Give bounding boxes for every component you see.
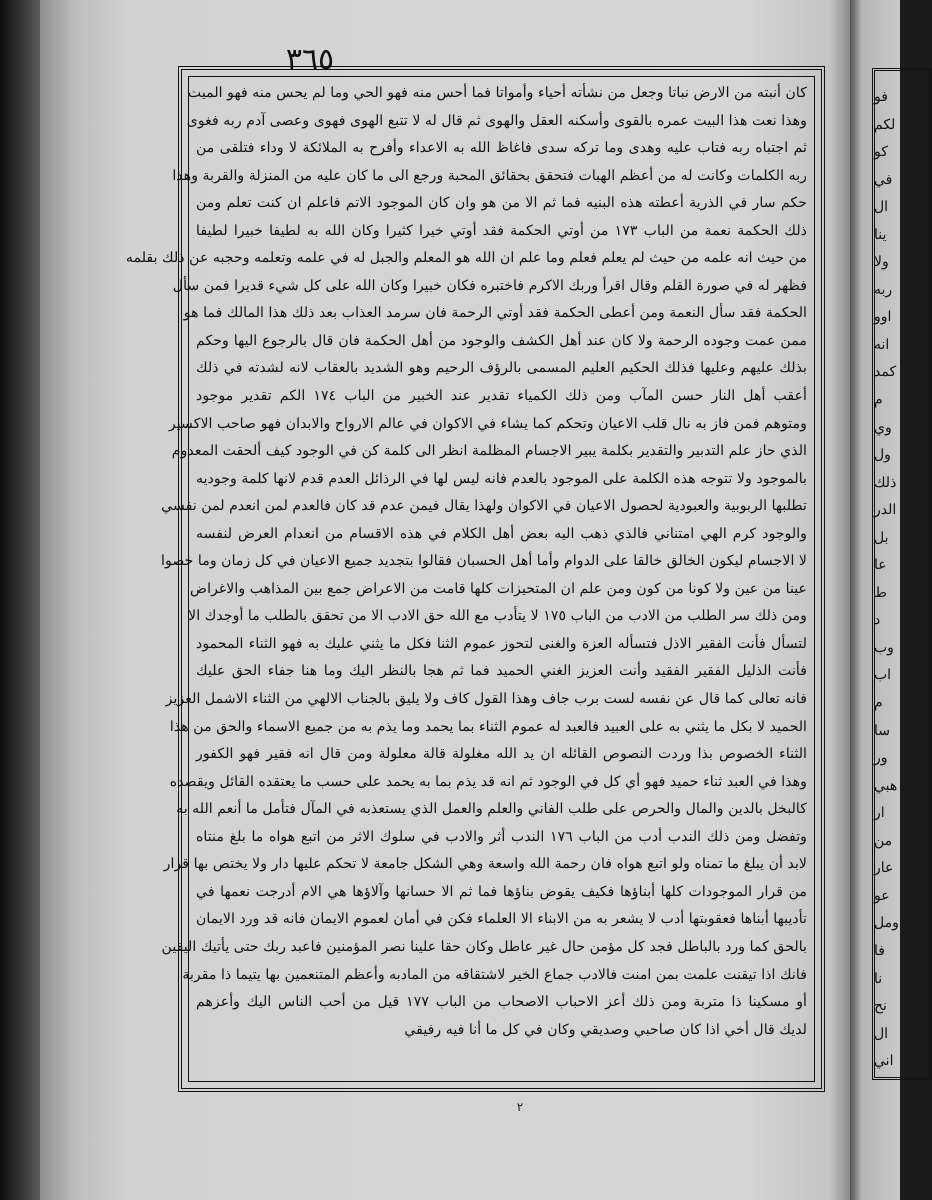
text-line: لابد أن يبلغ ما تمناه ولو اتبع هواه فان رحمة الله واسعة وهي الشكل جامعة لا تحكم عليها دار ولا يختص بها قرار	[163, 856, 807, 873]
facing-page-fragment: نا	[874, 970, 883, 987]
text-line: تطلبها الربوبية والعبودية لحصول الاعيان في الاكوان ولهذا يقال فيمن عدم قد كان فالعدم لمن انعدم لمن نفسي	[161, 498, 807, 515]
text-line: كالبخل بالدين والمال والحرص على طلب الفاني والعلم والعمل الذي يستعذبه في المآل فتأمل ما أنعم الله به	[176, 801, 807, 818]
facing-page-fragment: بل	[874, 529, 889, 546]
text-line: فانه تعالى كما قال عن نفسه لست برب جاف وهذا القول كاف ولا يليق بالجناب الالهي من الثناء الاشمل العزيز	[165, 691, 807, 708]
facing-page-fragment: وب	[874, 639, 894, 656]
facing-page-fragment: ول	[874, 447, 891, 464]
facing-page-fragment: ذلك	[874, 474, 897, 491]
text-line: لديك قال أخي اذا كان صاحبي وصديقي وكان في كل ما أنا فيه رفيقي	[404, 1021, 807, 1038]
text-line: كان أنبته من الارض نباتا وجعل من نشأته أحياء وأمواتا فما أحس منه فهو الحي وما لم يحس منه فهو الميت	[187, 85, 807, 101]
main-text-block	[125, 80, 808, 1080]
book-spine-shadow	[0, 0, 40, 1200]
text-line: بالموجود ولا تتوجه هذه الكلمة على الموجود بالعدم فانه ليس لها في الرذائل العدم قدم لانها كلمة وجوديه	[196, 470, 807, 487]
facing-page-fragment: لكم	[874, 116, 896, 133]
facing-page-fragment: اني	[874, 1053, 894, 1070]
facing-page-fragment: نح	[874, 998, 887, 1015]
text-line: الذي حاز علم التدبير والتقدير بكلمة يبير الاجسام المظلمة انظر الى كلمة كن في الوجود كيف ألحقت المعدوم	[171, 443, 807, 460]
signature-mark: ٢	[516, 1100, 524, 1114]
facing-page-edge	[850, 0, 900, 1200]
text-line: الحميد لا بكل ما يثني به على العبيد فالعبد له عموم الثناء بما يحمد وما يذم به من جميع الاسماء والحق من هذا	[169, 718, 807, 735]
text-line: ربه الكلمات وكانت له من أعظم الهبات فتحقق بحقائق المحبة ورجع الى ما كان عليه من المنزلة والقربة وهذا	[172, 167, 807, 184]
text-line: وتفضل ومن ذلك الندب أدب من الباب ١٧٦ الندب أثر والادب في سلوك الاثر من اتبع هواه ما بلغ منتاه	[196, 828, 807, 845]
facing-page-fragment: ومل	[874, 915, 899, 932]
facing-page-fragment: ار	[874, 805, 885, 822]
facing-page-fragment: د	[874, 612, 881, 629]
facing-page-fragment: م	[874, 695, 883, 712]
facing-page-fragment: انه	[874, 336, 890, 353]
facing-page-fragment: كمد	[874, 364, 897, 381]
facing-page-fragment: ال	[874, 1025, 889, 1042]
facing-page-fragment: م	[874, 392, 883, 409]
facing-page-text	[874, 84, 900, 1076]
text-line: أعقب أهل النار حسن المآب ومن ذلك الكمياء تقدير عند الخبير من الباب ١٧٤ الكم تقدير موجود	[196, 388, 807, 405]
text-line: تأديبها أبناها فعقوبتها أدب لا يشعر به من الابناء الا العلماء فكن في أمان لعموم الايمان فانه قد ورد الايمان	[196, 911, 807, 928]
text-line: وهذا في العبد ثناء حميد فهو أي كل في الوجود ثم انه قد يذم بما به يحمد على حسب ما يعتقده القائل ويقصده	[169, 773, 807, 790]
text-line: بالحق كما ورد بالباطل فجد كل مؤمن حال غير عاطل وكان حقا علينا نصر المؤمنين فاعبد ربك حتى يأتيك اليقين	[161, 938, 807, 955]
text-line: لا الاجسام ليكون الخالق خالقا على الدوام وأما أهل الحسبان فقالوا بتجديد جميع الاعيان في كل زمان وما خصوا	[161, 553, 807, 570]
facing-page-fragment: فو	[874, 89, 888, 105]
facing-page-fragment: ور	[874, 750, 888, 767]
text-line: ومتوهم فمن فاز به نال قلب الاعيان وتحكم كما يشاء في الاكوان في عالم الارواح والابدان فهو صاحب الاكسير	[168, 415, 807, 432]
text-line: ثم اجتباه ربه فتاب عليه وهدى وما تركه سدى فاغاظ الله به الاعداء وأفرح به الملائكة لا وداء فتلقى من	[196, 140, 807, 157]
facing-page-fragment: عا	[874, 557, 887, 574]
facing-page-fragment: كو	[874, 144, 888, 161]
facing-page-fragment: من	[874, 832, 893, 849]
page-number: ٣٦٥	[285, 42, 335, 77]
text-line: الحكمة فقد سأل النعمة ومن أعطى الحكمة فقد أوتي الرحمة فان سرمد العذاب بعد ذلك هذا المالك فما هو	[183, 305, 807, 322]
text-line: فأنت الذليل الفقير الفقيد وأنت العزيز الغني الحميد فما ثم هجا بالنظر اليك وما هنا جفاء الحق عليك	[196, 663, 807, 680]
facing-page-fragment: فا	[874, 942, 885, 959]
facing-page-fragment: ال	[874, 199, 889, 216]
facing-page-fragment: ط	[874, 584, 887, 601]
facing-page-fragment: ولا	[874, 254, 889, 271]
facing-page-fragment: الدر	[874, 502, 897, 519]
text-line: ذلك الحكمة نعمة من الباب ١٧٣ من أوتي الحكمة فقد أوتي خيرا كثيرا وكان الله به لطيفا خبيرا لطيفا	[196, 222, 807, 239]
text-line: ممن عمت وجوده الرحمة ولا كان عند أهل الكشف والوجود من أهل الحكمة فان قال بالرجوع اليها وحكم	[196, 332, 807, 349]
text-line: ومن ذلك سر الطلب من الادب من الباب ١٧٥ لا يتأدب مع الله حق الادب الا من تحقق بالطلب ما أوجدك الا	[188, 608, 807, 625]
text-line: فظهر له في صورة القلم وقال اقرأ وربك الاكرم فاختبره فكان خبيرا وكان الله على كل شيء قديرا فمن سأل	[172, 277, 807, 294]
text-line: والوجود كرم الهي امتناني فالذي ذهب اليه بعض أهل الكلام في هذه الاقسام من انعدام العرض لنفسه	[196, 525, 807, 542]
facing-page-fragment: وي	[874, 419, 892, 436]
text-line: من قرار الموجودات كلها أبناؤها فكيف يقوض بناؤها فما ثم الا حسانها وآلاؤها هي الام أدرجت نعمها في	[196, 883, 807, 900]
text-line: لتسأل فأنت الفقير الاذل فتسأله العزة والغنى لتحوز عموم الثنا فكل ما يثني عليك به فهو الثناء المحمود	[196, 635, 807, 652]
text-line: من حيث انه علمه من حيث لم يعلم فعلم وما علم ان الله هو المعلم والجبل له في علمه وتعلمه وحجبه عن ذلك بقلمه	[125, 250, 807, 267]
text-line: الثناء الخصوص بذا وردت النصوص القائله ان يد الله مغلولة قالة معلولة ومن قال انه فقير فهو الكفور	[196, 746, 807, 763]
text-line: أو مسكينا ذا متربة ومن ذلك أعز الاحباب الاصحاب من الباب ١٧٧ قيل من أحب الناس اليك وأعزهم	[196, 994, 808, 1011]
text-line: فانك اذا تيقنت علمت بمن امنت فالادب جماع الخير لاشتقاقه من المادبه وأعظم المتنعمين بها يتيما ذا مقربة	[182, 966, 807, 983]
facing-page-fragment: عو	[874, 887, 890, 904]
facing-page-fragment: اب	[874, 667, 892, 684]
text-line: عينا من عين ولا كونا من كون ومن علم ان المتحيزات كلها قامت من الاعراض جمع بين المذاهب والاغراض	[189, 580, 807, 597]
facing-page-fragment: ربه	[874, 281, 893, 298]
facing-page-fragment: هبي	[874, 777, 898, 794]
text-line: حكم سار في الذرية أعطته هذه البنيه فما ثم الا من هو وان كان الموجود الاتم فاعلم ان كنت تعلم ومن	[196, 195, 807, 212]
facing-page-fragment: ينا	[874, 226, 887, 243]
facing-page-fragment: عار	[874, 860, 894, 877]
facing-page-fragment: اوو	[874, 309, 892, 326]
text-line: وهذا نعت هذا البيت عمره بالقوى وأسكنه العقل والهوى ثم قال له لا تتبع الهوى فهوى وعصى آدم ربه فغوى	[186, 112, 807, 129]
facing-page-fragment: سا	[874, 722, 890, 739]
text-line: بذلك عليهم وعليها فذلك الحكيم العليم المسمى بالرؤف الرحيم وهو الشديد بالعقاب لانه لشدته في ذلك	[196, 360, 807, 377]
facing-page-fragment: في	[874, 171, 893, 188]
